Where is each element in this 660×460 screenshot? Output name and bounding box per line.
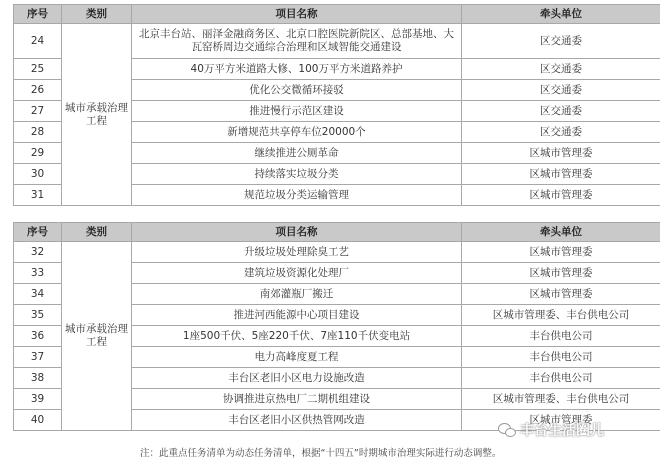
cell-project: 丰台区老旧小区供热管网改造 bbox=[132, 410, 462, 431]
header-no: 序号 bbox=[14, 5, 62, 24]
footnote: 注：此重点任务清单为动态任务清单，根据“十四五”时期城市治理实际进行动态调整。 bbox=[140, 448, 502, 459]
cell-project: 升级垃圾处理除臭工艺 bbox=[132, 242, 462, 263]
header-category: 类别 bbox=[62, 223, 132, 242]
header-project: 项目名称 bbox=[132, 223, 462, 242]
cell-project: 继续推进公厕革命 bbox=[132, 143, 462, 164]
cell-project: 电力高峰度夏工程 bbox=[132, 347, 462, 368]
cell-no: 29 bbox=[14, 143, 62, 164]
cell-lead: 丰台供电公司 bbox=[462, 326, 660, 347]
header-lead: 牵头单位 bbox=[462, 223, 660, 242]
cell-lead: 区交通委 bbox=[462, 122, 660, 143]
cell-lead: 丰台供电公司 bbox=[462, 347, 660, 368]
cell-project: 北京丰台站、丽泽金融商务区、北京口腔医院新院区、总部基地、大瓦窑桥周边交通综合治理和区域智能交通建设 bbox=[132, 24, 462, 59]
cell-lead: 区城市管理委、丰台供电公司 bbox=[462, 305, 660, 326]
cell-no: 31 bbox=[14, 185, 62, 206]
cell-lead: 区交通委 bbox=[462, 80, 660, 101]
cell-lead: 区城市管理委 bbox=[462, 410, 660, 431]
header-no: 序号 bbox=[14, 223, 62, 242]
cell-lead: 区交通委 bbox=[462, 24, 660, 59]
cell-lead: 丰台供电公司 bbox=[462, 368, 660, 389]
cell-no: 39 bbox=[14, 389, 62, 410]
cell-no: 38 bbox=[14, 368, 62, 389]
task-table-part-1 bbox=[13, 4, 660, 206]
cell-lead: 区城市管理委 bbox=[462, 143, 660, 164]
cell-no: 26 bbox=[14, 80, 62, 101]
cell-no: 32 bbox=[14, 242, 62, 263]
cell-no: 37 bbox=[14, 347, 62, 368]
header-row bbox=[14, 5, 660, 24]
watermark bbox=[498, 420, 604, 440]
cell-lead: 区城市管理委 bbox=[462, 242, 660, 263]
watermark-text: 丰台生活圈儿 bbox=[520, 423, 604, 439]
cell-lead: 区城市管理委、丰台供电公司 bbox=[462, 389, 660, 410]
table-row bbox=[14, 242, 660, 263]
header-category: 类别 bbox=[62, 5, 132, 24]
cell-lead: 区城市管理委 bbox=[462, 164, 660, 185]
table-row bbox=[14, 24, 660, 59]
cell-project: 建筑垃圾资源化处理厂 bbox=[132, 263, 462, 284]
cell-lead: 区交通委 bbox=[462, 101, 660, 122]
cell-no: 30 bbox=[14, 164, 62, 185]
cell-no: 28 bbox=[14, 122, 62, 143]
cell-project: 优化公交微循环接驳 bbox=[132, 80, 462, 101]
cell-no: 34 bbox=[14, 284, 62, 305]
cell-lead: 区交通委 bbox=[462, 59, 660, 80]
task-table-part-2 bbox=[13, 222, 660, 431]
cell-no: 24 bbox=[14, 24, 62, 59]
cell-project: 规范垃圾分类运输管理 bbox=[132, 185, 462, 206]
cell-no: 35 bbox=[14, 305, 62, 326]
cell-no: 27 bbox=[14, 101, 62, 122]
cell-no: 40 bbox=[14, 410, 62, 431]
cell-category: 城市承载治理工程 bbox=[62, 242, 132, 431]
cell-project: 新增规范共享停车位20000个 bbox=[132, 122, 462, 143]
header-project: 项目名称 bbox=[132, 5, 462, 24]
header-lead: 牵头单位 bbox=[462, 5, 660, 24]
table-body-1 bbox=[14, 5, 660, 206]
cell-lead: 区城市管理委 bbox=[462, 263, 660, 284]
cell-project: 协调推进京热电厂二期机组建设 bbox=[132, 389, 462, 410]
table-body-2 bbox=[14, 223, 660, 431]
header-row bbox=[14, 223, 660, 242]
cell-project: 40万平方米道路大修、100万平方米道路养护 bbox=[132, 59, 462, 80]
cell-project: 丰台区老旧小区电力设施改造 bbox=[132, 368, 462, 389]
cell-no: 25 bbox=[14, 59, 62, 80]
cell-project: 南郊灌瓶厂搬迁 bbox=[132, 284, 462, 305]
cell-category: 城市承载治理工程 bbox=[62, 24, 132, 206]
cell-project: 1座500千伏、5座220千伏、7座110千伏变电站 bbox=[132, 326, 462, 347]
cell-lead: 区城市管理委 bbox=[462, 284, 660, 305]
cell-no: 33 bbox=[14, 263, 62, 284]
cell-project: 持续落实垃圾分类 bbox=[132, 164, 462, 185]
cell-no: 36 bbox=[14, 326, 62, 347]
cell-lead: 区城市管理委 bbox=[462, 185, 660, 206]
cell-project: 推进慢行示范区建设 bbox=[132, 101, 462, 122]
cell-project: 推进河西能源中心项目建设 bbox=[132, 305, 462, 326]
wechat-icon bbox=[498, 423, 516, 437]
